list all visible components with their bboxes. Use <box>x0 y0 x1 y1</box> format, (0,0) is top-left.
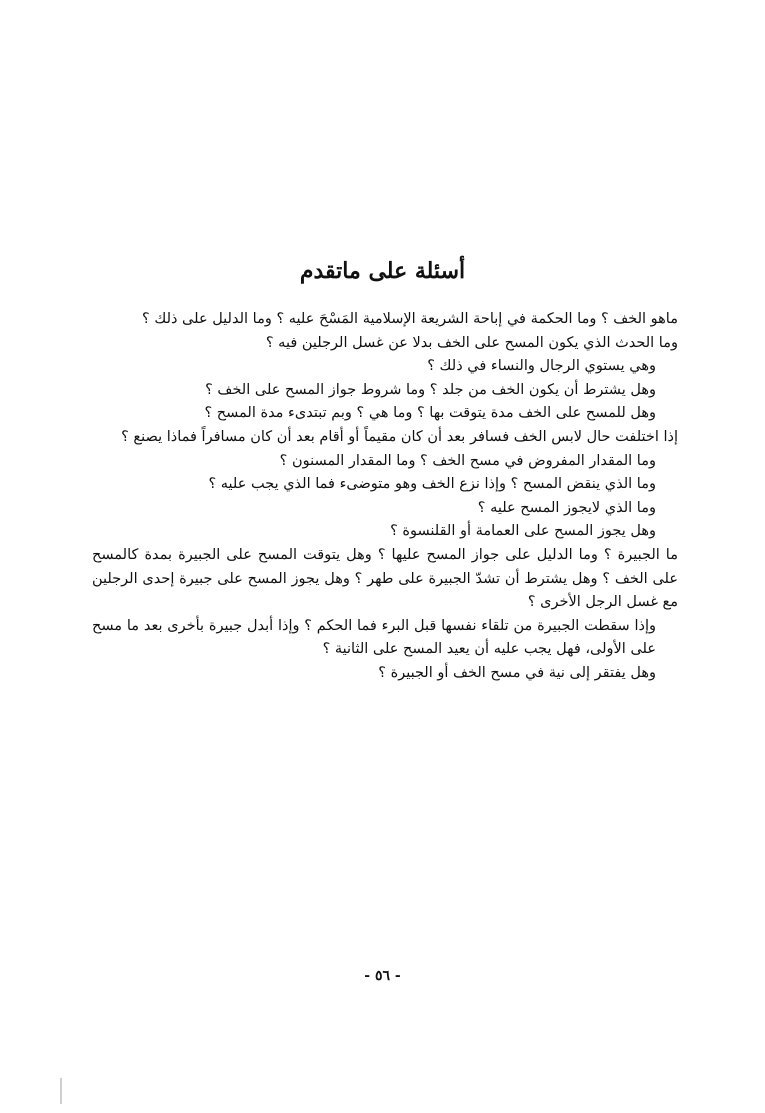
question-11: ما الجبيرة ؟ وما الدليل على جواز المسح عليها ؟ وهل يتوقت المسح على الجبيرة بمدة كالمسح على الخف ؟ وهل يشترط أن تشدّ الجبيرة على طهر ؟ وهل يجوز المسح على جبيرة إحدى الرجلين مع غسل الرجل الأخرى ؟ <box>92 546 678 611</box>
page-title: أسئلة على ماتقدم <box>299 258 466 284</box>
question-4: وهل يشترط أن يكون الخف من جلد ؟ وما شروط جواز المسح على الخف ؟ <box>205 381 656 398</box>
question-6: إذا اختلفت حال لابس الخف فسافر بعد أن كان مقيماً أو أقام بعد أن كان مسافراً فماذا يصنع ؟ <box>121 428 678 445</box>
question-10: وهل يجوز المسح على العمامة أو القلنسوة ؟ <box>390 523 656 540</box>
page-number: - ٥٦ - <box>364 968 401 984</box>
question-8: وما الذي ينقض المسح ؟ وإذا نزع الخف وهو متوضىء فما الذي يجب عليه ؟ <box>208 476 656 493</box>
question-2: وما الحدث الذي يكون المسح على الخف بدلا عن غسل الرجلين فيه ؟ <box>265 334 678 351</box>
question-1: ماهو الخف ؟ وما الحكمة في إباحة الشريعة الإسلامية المَسْحَ عليه ؟ وما الدليل على ذلك ؟ <box>142 311 678 327</box>
questions-list <box>92 308 678 686</box>
question-12: وإذا سقطت الجبيرة من تلقاء نفسها قبل البرء فما الحكم ؟ وإذا أبدل جبيرة بأخرى بعد ما مسح على الأولى، فهل يجب عليه أن يعيد المسح على الثانية ؟ <box>92 617 656 658</box>
question-9: وما الذي لايجوز المسح عليه ؟ <box>477 499 656 516</box>
question-3: وهي يستوي الرجال والنساء في ذلك ؟ <box>427 358 656 375</box>
question-5: وهل للمسح على الخف مدة يتوقت بها ؟ وما هي ؟ وبم تبتدىء مدة المسح ؟ <box>204 405 656 422</box>
scan-edge-mark <box>60 1078 62 1104</box>
question-7: وما المقدار المفروض في مسح الخف ؟ وما المقدار المسنون ؟ <box>279 452 656 469</box>
question-13: وهل يفتقر إلى نية في مسح الخف أو الجبيرة ؟ <box>378 664 656 681</box>
